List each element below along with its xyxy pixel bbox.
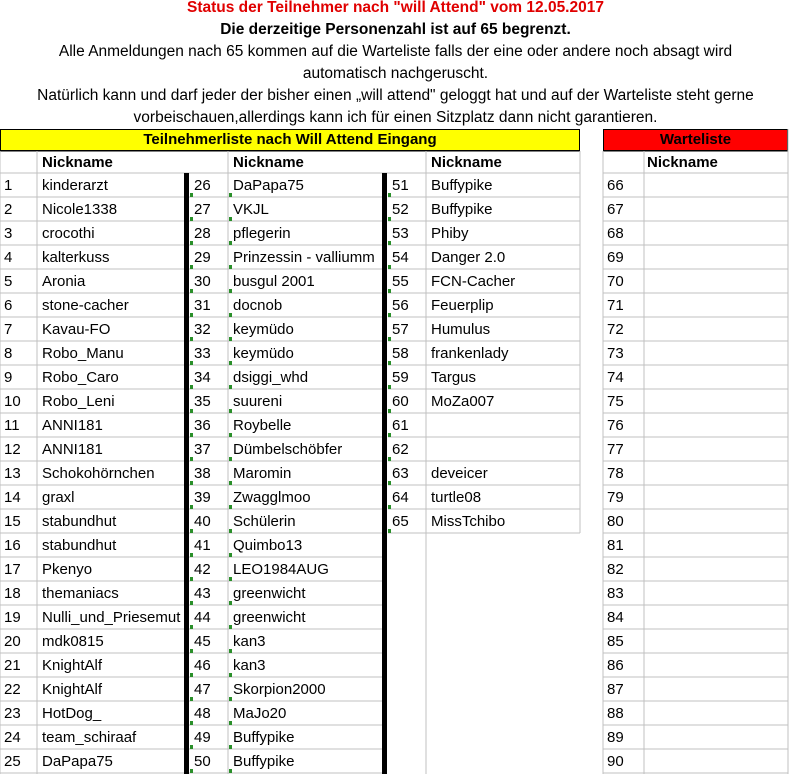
cell-marker [229,625,232,629]
nickname-cell: Prinzessin - valliumm [233,249,375,266]
nickname-cell: LEO1984AUG [233,561,329,578]
nickname-cell: kan3 [233,633,266,650]
cell-marker [388,193,391,197]
info-line-3: Natürlich kann und darf jeder der bisher einen „will attend" geloggt hat und auf der Warteliste steht gerne [37,87,754,104]
row-number: 48 [194,705,211,722]
cell-marker [229,529,232,533]
nickname-cell: greenwicht [233,585,306,602]
participants-banner: Teilnehmerliste nach Will Attend Eingang [0,129,580,151]
row-number: 24 [4,729,21,746]
row-number [390,534,424,557]
row-number: 28 [194,225,211,242]
cell-marker [388,217,391,221]
row-number: 38 [194,465,211,482]
waitlist-number: 90 [607,753,624,770]
nickname-cell: Pkenyo [42,561,93,578]
row-number [390,678,424,701]
nickname-cell: Robo_Manu [42,345,124,362]
nickname-cell: MoZa007 [431,393,495,410]
nickname-cell: Kavau-FO [42,321,111,338]
row-number: 50 [194,753,211,770]
nickname-cell: suureni [233,393,283,410]
nickname-cell: dsiggi_whd [233,369,309,386]
row-number: 39 [194,489,211,506]
row-number: 60 [392,393,409,410]
nickname-cell [429,558,581,581]
row-number: 4 [4,249,13,266]
row-number: 3 [4,225,13,242]
nickname-cell [429,750,581,773]
nickname-cell [429,606,581,629]
row-number: 43 [194,585,211,602]
row-number: 1 [4,177,13,194]
nickname-cell: Quimbo13 [233,537,303,554]
cell-marker [229,769,232,773]
row-number: 26 [194,177,211,194]
cell-marker [190,433,193,437]
page-title: Status der Teilnehmer nach "will Attend" vom 12.05.2017 [187,0,604,16]
cell-marker [388,505,391,509]
nickname-cell: turtle08 [431,489,482,506]
nickname-cell: Aronia [42,273,86,290]
row-number: 36 [194,417,211,434]
row-number: 6 [4,297,13,314]
page-subtitle: Die derzeitige Personenzahl ist auf 65 begrenzt. [220,21,571,38]
cell-marker [229,337,232,341]
waitlist-number: 72 [607,321,624,338]
nickname-cell: themaniacs [42,585,119,602]
cell-marker [190,697,193,701]
row-number: 58 [392,345,409,362]
row-number: 2 [4,201,13,218]
row-number: 8 [4,345,13,362]
row-number: 19 [4,609,21,626]
waitlist-number: 81 [607,537,624,554]
waitlist-nickname-header: Nickname [647,154,718,171]
cell-marker [190,769,193,773]
cell-marker [190,505,193,509]
cell-marker [388,265,391,269]
row-number: 27 [194,201,211,218]
row-number [390,582,424,605]
waitlist-number: 74 [607,369,624,386]
row-number [390,606,424,629]
cell-marker [388,361,391,365]
cell-marker [229,313,232,317]
nickname-cell: keymüdo [233,345,294,362]
waitlist-number: 75 [607,393,624,410]
nickname-cell: kalterkuss [42,249,110,266]
waitlist-number: 79 [607,489,624,506]
nickname-cell: Buffypike [233,753,295,770]
cell-marker [388,529,391,533]
waitlist-number: 73 [607,345,624,362]
cell-marker [190,481,193,485]
cell-marker [229,265,232,269]
nickname-cell: frankenlady [431,345,509,362]
row-number: 62 [392,441,409,458]
waitlist-number: 84 [607,609,624,626]
row-number: 55 [392,273,409,290]
cell-marker [229,241,232,245]
nickname-cell: stabundhut [42,537,117,554]
cell-marker [190,601,193,605]
nickname-cell: kan3 [233,657,266,674]
nickname-cell: stabundhut [42,513,117,530]
waitlist-number: 86 [607,657,624,674]
row-number: 37 [194,441,211,458]
nickname-cell: team_schiraaf [42,729,137,746]
cell-marker [190,313,193,317]
cell-marker [229,649,232,653]
row-number: 33 [194,345,211,362]
nickname-cell: busgul 2001 [233,273,315,290]
row-number [390,702,424,725]
waitlist-number: 83 [607,585,624,602]
waitlist-number: 69 [607,249,624,266]
cell-marker [229,481,232,485]
nickname-cell [429,414,581,437]
nickname-cell [429,438,581,461]
nickname-cell: Buffypike [233,729,295,746]
cell-marker [388,457,391,461]
nickname-header-2: Nickname [233,154,304,171]
cell-marker [229,505,232,509]
row-number: 13 [4,465,21,482]
row-number: 9 [4,369,13,386]
cell-marker [388,313,391,317]
nickname-cell: Feuerplip [431,297,494,314]
cell-marker [190,409,193,413]
cell-marker [388,409,391,413]
nickname-cell: Schülerin [233,513,296,530]
info-line-4: vorbeischauen,allerdings kann ich für einen Sitzplatz dann nicht garantieren. [133,109,658,126]
waitlist-number: 85 [607,633,624,650]
row-number: 56 [392,297,409,314]
cell-marker [388,433,391,437]
nickname-cell: Danger 2.0 [431,249,506,266]
cell-marker [229,745,232,749]
nickname-cell: Targus [431,369,477,386]
info-line-2: automatisch nachgeruscht. [302,65,489,82]
row-number [390,750,424,773]
row-number: 15 [4,513,21,530]
nickname-cell: FCN-Cacher [431,273,516,290]
nickname-cell [429,702,581,725]
cell-marker [190,721,193,725]
cell-marker [190,673,193,677]
cell-marker [190,457,193,461]
row-number: 64 [392,489,409,506]
nickname-cell: graxl [42,489,75,506]
cell-marker [229,577,232,581]
row-number [390,654,424,677]
row-number: 61 [392,417,409,434]
nickname-header-3: Nickname [431,154,502,171]
row-number: 52 [392,201,409,218]
row-number: 57 [392,321,409,338]
cell-marker [388,289,391,293]
cell-marker [229,721,232,725]
nickname-cell: crocothi [42,225,95,242]
row-number [390,630,424,653]
waitlist-banner: Warteliste [603,129,788,151]
cell-marker [190,529,193,533]
nickname-cell: Nicole1338 [42,201,118,218]
nickname-cell [429,654,581,677]
waitlist-number: 88 [607,705,624,722]
nickname-cell: HotDog_ [42,705,102,722]
cell-marker [229,697,232,701]
nickname-cell: Dümbelschöbfer [233,441,343,458]
row-number: 23 [4,705,21,722]
cell-marker [388,481,391,485]
waitlist-number: 78 [607,465,624,482]
nickname-cell: MissTchibo [431,513,506,530]
cell-marker [229,289,232,293]
nickname-cell: Buffypike [431,177,493,194]
row-number: 59 [392,369,409,386]
row-number: 31 [194,297,211,314]
row-number: 41 [194,537,211,554]
nickname-cell: Skorpion2000 [233,681,326,698]
cell-marker [229,601,232,605]
waitlist-number: 68 [607,225,624,242]
column-separator [184,173,189,774]
row-number: 46 [194,657,211,674]
waitlist-number: 70 [607,273,624,290]
nickname-cell: DaPapa75 [42,753,113,770]
cell-marker [190,265,193,269]
cell-marker [229,361,232,365]
waitlist-number: 67 [607,201,624,218]
nickname-cell [429,582,581,605]
nickname-cell: Nulli_und_Priesemut [42,609,181,626]
cell-marker [190,337,193,341]
nickname-cell: greenwicht [233,609,306,626]
waitlist-number: 76 [607,417,624,434]
row-number: 18 [4,585,21,602]
cell-marker [190,241,193,245]
row-number: 32 [194,321,211,338]
row-number: 7 [4,321,13,338]
nickname-cell: Maromin [233,465,292,482]
row-number: 25 [4,753,21,770]
cell-marker [190,745,193,749]
column-separator [382,173,387,774]
cell-marker [190,553,193,557]
cell-marker [388,337,391,341]
nickname-cell: Humulus [431,321,491,338]
row-number: 12 [4,441,21,458]
cell-marker [229,457,232,461]
row-number: 63 [392,465,409,482]
cell-marker [190,289,193,293]
row-number: 11 [4,417,20,434]
cell-marker [229,193,232,197]
row-number: 14 [4,489,21,506]
row-number: 17 [4,561,21,578]
row-number: 53 [392,225,409,242]
row-number: 65 [392,513,409,530]
row-number: 51 [392,177,409,194]
nickname-cell: ANNI181 [42,441,103,458]
row-number: 29 [194,249,211,266]
row-number: 44 [194,609,211,626]
nickname-cell: kinderarzt [42,177,108,194]
cell-marker [190,625,193,629]
nickname-cell: VKJL [233,201,269,218]
nickname-cell: keymüdo [233,321,294,338]
nickname-cell: stone-cacher [42,297,129,314]
cell-marker [229,217,232,221]
cell-marker [190,385,193,389]
cell-marker [388,241,391,245]
waitlist-number: 80 [607,513,624,530]
cell-marker [229,673,232,677]
row-number [390,726,424,749]
nickname-cell [429,726,581,749]
nickname-cell: KnightAlf [42,681,103,698]
nickname-cell: mdk0815 [42,633,104,650]
row-number: 30 [194,273,211,290]
row-number: 47 [194,681,211,698]
nickname-cell: Phiby [431,225,469,242]
nickname-cell [429,534,581,557]
waitlist-number: 71 [607,297,624,314]
row-number: 22 [4,681,21,698]
row-number: 40 [194,513,211,530]
nickname-cell: Schokohörnchen [42,465,155,482]
row-number: 45 [194,633,211,650]
row-number: 54 [392,249,409,266]
row-number: 49 [194,729,211,746]
cell-marker [388,385,391,389]
row-number: 21 [4,657,21,674]
waitlist-number: 87 [607,681,624,698]
row-number: 35 [194,393,211,410]
nickname-cell: MaJo20 [233,705,287,722]
cell-marker [190,361,193,365]
cell-marker [190,577,193,581]
nickname-cell: Roybelle [233,417,292,434]
cell-marker [190,217,193,221]
cell-marker [190,649,193,653]
waitlist-number: 89 [607,729,624,746]
nickname-cell: Robo_Caro [42,369,119,386]
nickname-cell: deveicer [431,465,488,482]
nickname-cell: ANNI181 [42,417,103,434]
row-number: 42 [194,561,211,578]
nickname-cell: docnob [233,297,283,314]
nickname-cell: pflegerin [233,225,291,242]
nickname-cell: Buffypike [431,201,493,218]
row-number: 20 [4,633,21,650]
nickname-header-1: Nickname [42,154,113,171]
nickname-cell [429,678,581,701]
waitlist-number: 82 [607,561,624,578]
nickname-cell: Zwagglmoo [233,489,311,506]
waitlist-number: 66 [607,177,624,194]
info-line-1: Alle Anmeldungen nach 65 kommen auf die Warteliste falls der eine oder andere noch absagt wird [58,43,733,60]
nickname-cell [429,630,581,653]
row-number: 10 [4,393,21,410]
cell-marker [190,193,193,197]
row-number: 16 [4,537,21,554]
cell-marker [229,409,232,413]
cell-marker [229,385,232,389]
row-number: 34 [194,369,211,386]
row-number: 5 [4,273,13,290]
cell-marker [229,433,232,437]
waitlist-number: 77 [607,441,624,458]
row-number [390,558,424,581]
nickname-cell: DaPapa75 [233,177,304,194]
nickname-cell: KnightAlf [42,657,103,674]
cell-marker [229,553,232,557]
nickname-cell: Robo_Leni [42,393,115,410]
